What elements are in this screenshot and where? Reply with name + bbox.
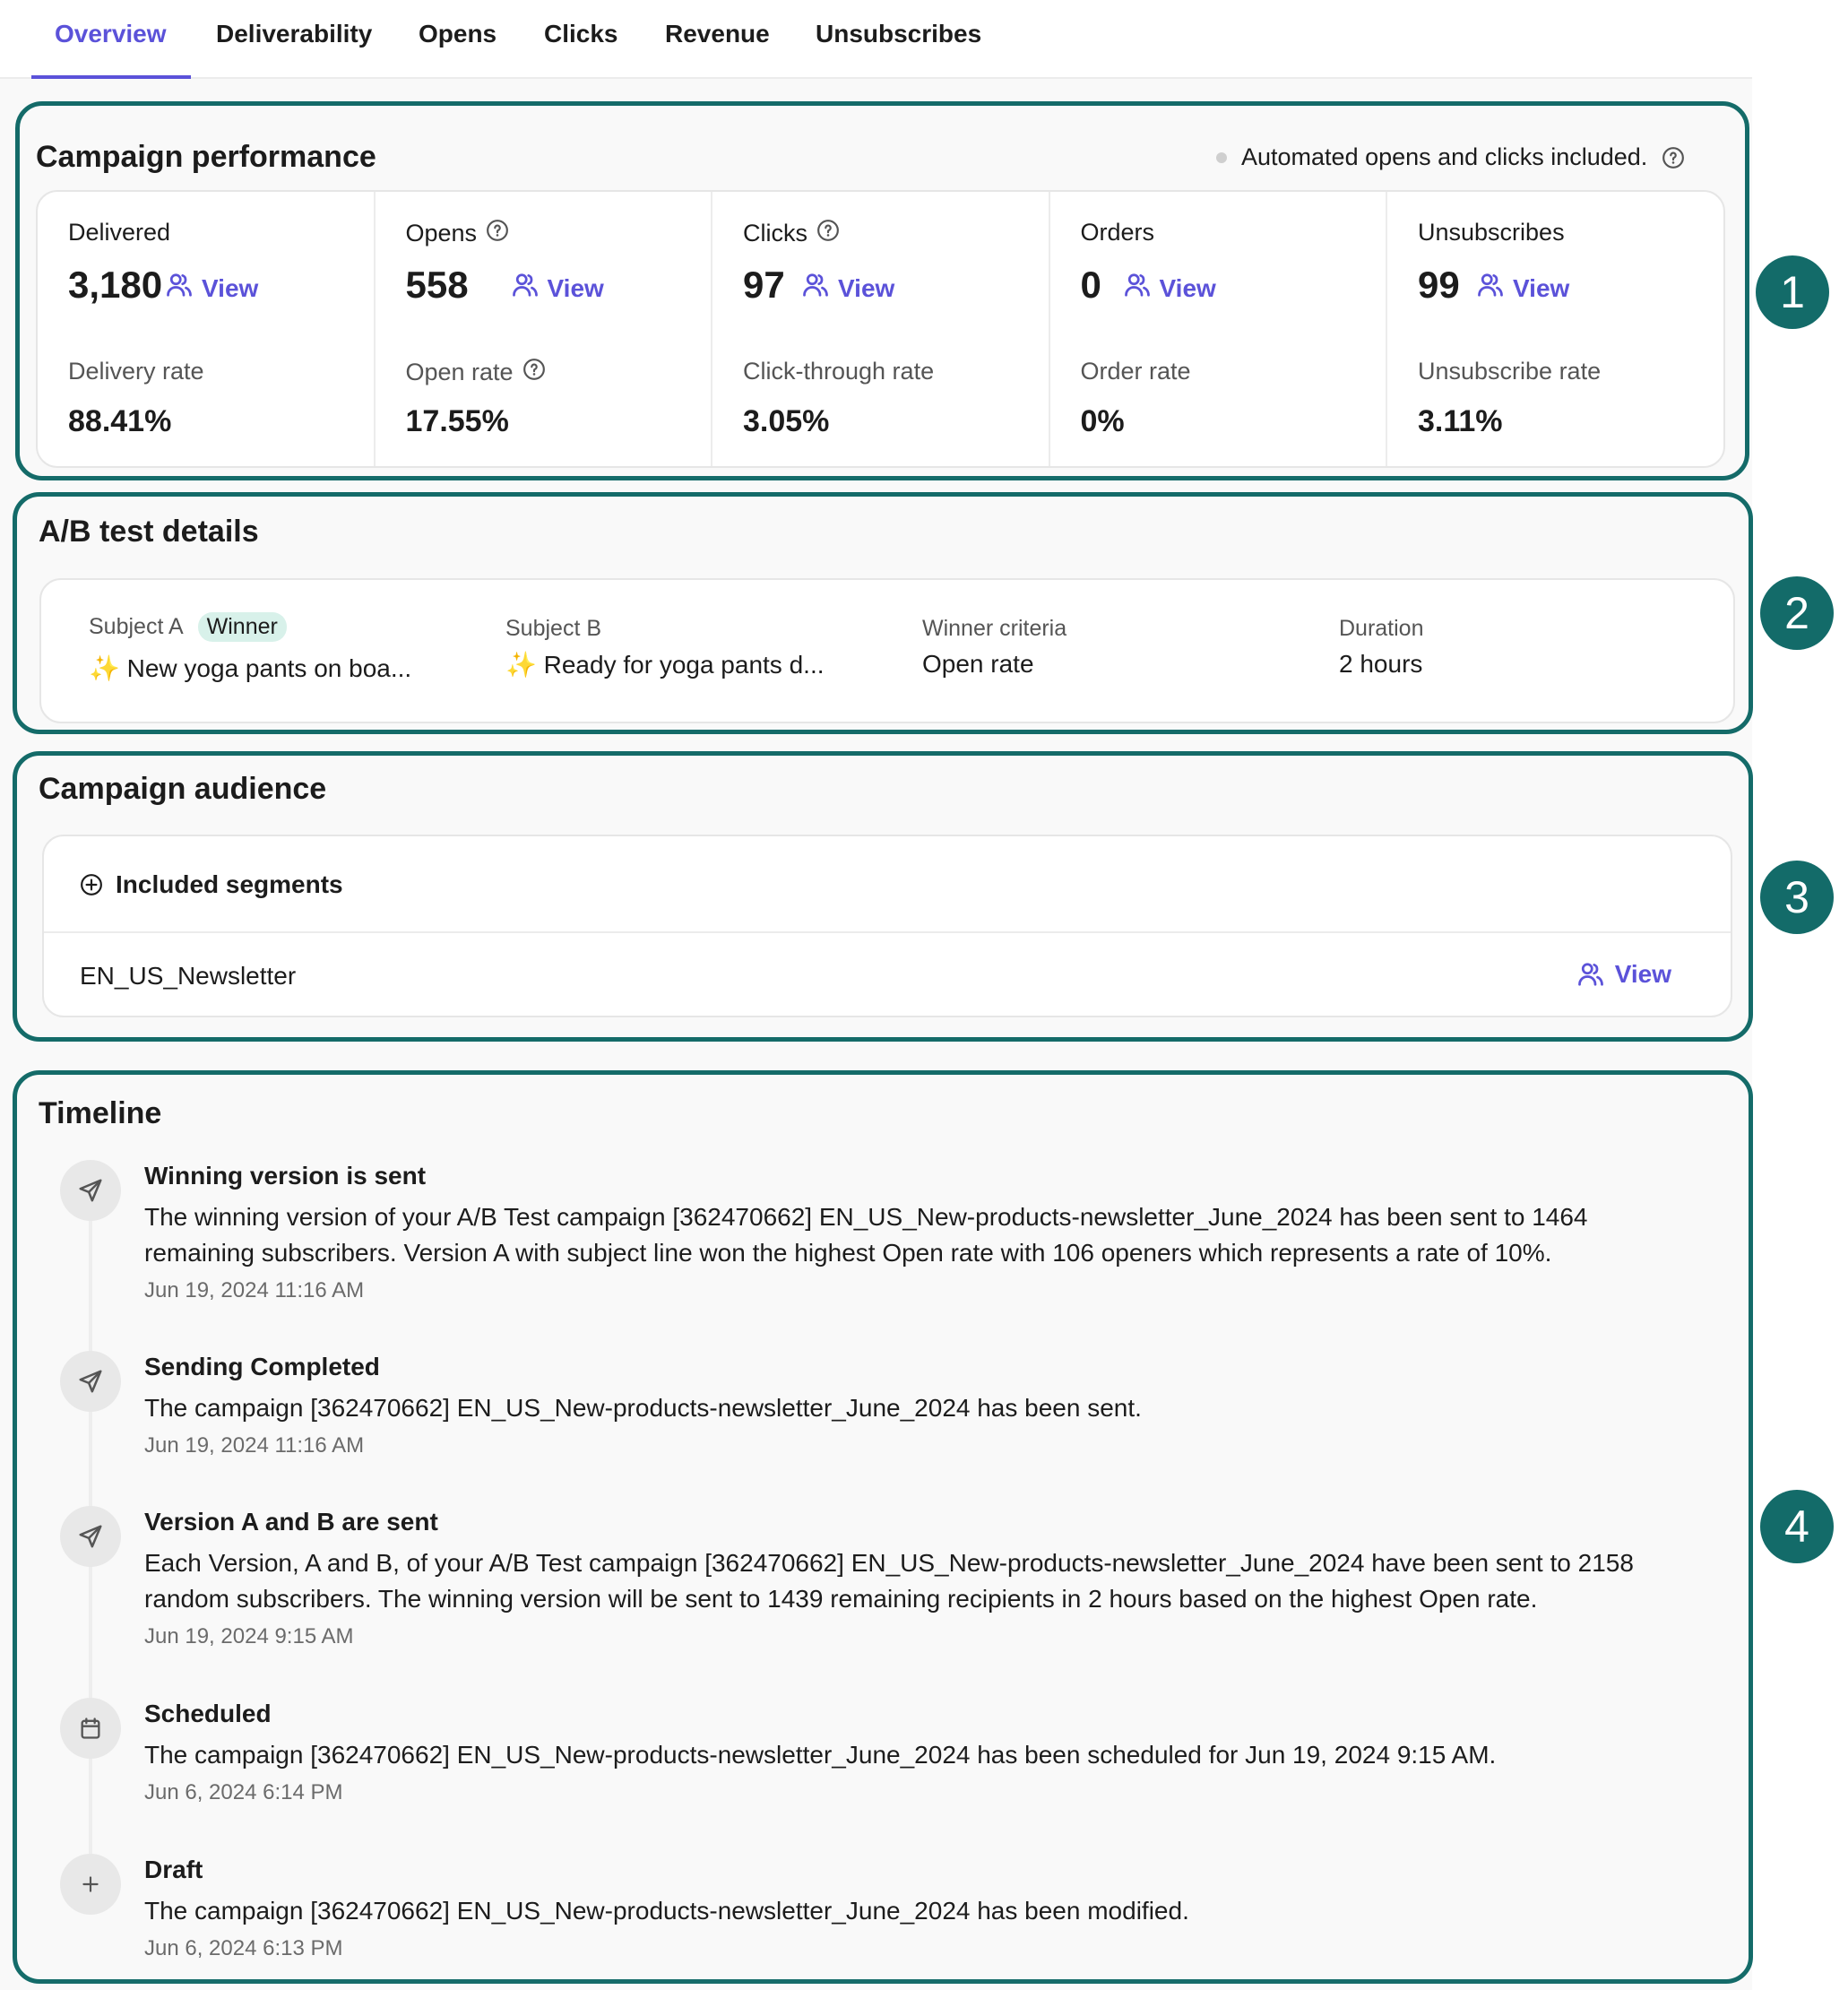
metric-delivered — [38, 192, 376, 466]
tab-deliverability[interactable]: Deliverability — [216, 20, 373, 48]
ab-value: 2 hours — [1339, 650, 1423, 678]
metric-rate-label — [743, 358, 934, 385]
help-icon[interactable] — [1662, 146, 1685, 169]
annotation-badge-1: 1 — [1756, 255, 1829, 329]
ab-test-section — [13, 492, 1753, 734]
ab-test-card — [39, 578, 1735, 723]
users-icon — [1124, 273, 1151, 304]
automated-note-text: Automated opens and clicks included. — [1241, 143, 1648, 170]
timeline-event-time: Jun 19, 2024 9:15 AM — [144, 1624, 354, 1648]
metric-rate-label-text: Delivery rate — [68, 358, 204, 385]
metric-rate-label-text: Open rate — [405, 359, 514, 385]
tab-revenue[interactable]: Revenue — [665, 20, 770, 48]
ab-value: ✨ New yoga pants on boa... — [89, 654, 412, 682]
metric-view-link[interactable] — [802, 273, 894, 304]
metric-value: 0 — [1080, 264, 1101, 306]
metric-rate-value: 3.11% — [1418, 404, 1503, 438]
metric-value: 97 — [743, 264, 785, 306]
segment-name: EN_US_Newsletter — [80, 962, 297, 990]
send-icon — [60, 1506, 121, 1567]
automated-note — [1216, 143, 1685, 171]
ab-label: Winner criteria — [922, 616, 1067, 641]
metric-value: 99 — [1418, 264, 1460, 306]
metric-rate-value: 17.55% — [405, 404, 509, 438]
divider — [44, 931, 1731, 933]
help-icon[interactable] — [816, 219, 840, 248]
ab-label: Subject A — [89, 614, 184, 639]
annotation-badge-4: 4 — [1760, 1490, 1834, 1563]
section-title: A/B test details — [39, 515, 259, 549]
users-icon — [512, 273, 539, 304]
view-label: View — [1513, 273, 1570, 302]
timeline-event-time: Jun 6, 2024 6:14 PM — [144, 1780, 343, 1804]
metrics-card — [36, 190, 1725, 468]
annotation-badge-3: 3 — [1760, 861, 1834, 934]
metric-label-text: Orders — [1080, 219, 1155, 246]
send-icon — [60, 1160, 121, 1221]
segment-view-link[interactable] — [1577, 960, 1671, 989]
included-segments-label: Included segments — [116, 870, 343, 898]
plus-icon — [60, 1854, 121, 1915]
ab-label: Duration — [1339, 616, 1424, 641]
tab-bar — [0, 0, 1752, 79]
tab-overview[interactable]: Overview — [55, 20, 167, 48]
metric-view-link[interactable] — [512, 273, 604, 304]
users-icon — [1577, 962, 1604, 987]
metric-view-link[interactable] — [1477, 273, 1569, 304]
timeline-event-title: Version A and B are sent — [144, 1508, 438, 1536]
audience-card — [42, 835, 1732, 1017]
tab-clicks[interactable]: Clicks — [544, 20, 618, 48]
metric-opens — [376, 192, 713, 466]
timeline-event-description: Each Version, A and B, of your A/B Test campaign [362470662] EN_US_New-products-newsletter_June_2024 have been sent to 2158 random subscribers. The winning version will be sent to 1439 remaining recipients in 2 hours based on the highest Open rate. — [144, 1549, 1634, 1613]
timeline-event-title: Scheduled — [144, 1700, 272, 1727]
view-label: View — [547, 273, 604, 302]
metric-label-text: Delivered — [68, 219, 171, 246]
timeline-event-title: Winning version is sent — [144, 1162, 427, 1190]
metric-label — [68, 219, 170, 247]
timeline-section — [13, 1070, 1753, 1984]
section-title: Campaign performance — [36, 140, 376, 174]
view-label: View — [838, 273, 895, 302]
metric-label — [1081, 219, 1155, 247]
metric-value: 558 — [405, 264, 469, 306]
timeline-event-title: Sending Completed — [144, 1353, 380, 1380]
metric-label-text: Unsubscribes — [1418, 219, 1565, 246]
timeline-event-description: The campaign [362470662] EN_US_New-products-newsletter_June_2024 has been sent. — [144, 1394, 1142, 1422]
metric-label-text: Clicks — [743, 220, 807, 247]
metric-rate-label — [1081, 358, 1191, 385]
send-icon — [60, 1351, 121, 1412]
metric-rate-label — [68, 358, 204, 385]
metric-orders — [1050, 192, 1388, 466]
annotation-badge-2: 2 — [1760, 576, 1834, 650]
metric-rate-value: 88.41% — [68, 404, 172, 438]
metric-label — [406, 219, 510, 248]
section-title: Campaign audience — [39, 772, 327, 806]
timeline-event-description: The winning version of your A/B Test campaign [362470662] EN_US_New-products-newsletter_June_2024 has been sent to 1464 remaining subscribers. Version A with subject line won the highest Open rate with 106 openers which represents a rate of 10%. — [144, 1203, 1588, 1267]
metric-rate-label-text: Click-through rate — [743, 358, 935, 385]
help-icon[interactable] — [486, 219, 509, 248]
metric-label — [743, 219, 840, 248]
metric-clicks — [712, 192, 1050, 466]
winner-badge: Winner — [198, 612, 287, 642]
campaign-audience-section — [13, 751, 1753, 1042]
timeline-event-description: The campaign [362470662] EN_US_New-products-newsletter_June_2024 has been modified. — [144, 1897, 1189, 1925]
metric-rate-label — [1418, 358, 1601, 385]
ab-value: Open rate — [922, 650, 1034, 678]
metric-unsubscribes — [1387, 192, 1725, 466]
status-dot-icon — [1216, 152, 1227, 163]
metric-value: 3,180 — [68, 264, 163, 306]
metric-rate-label — [406, 358, 546, 387]
view-label: View — [202, 273, 259, 302]
timeline-event-title: Draft — [144, 1856, 203, 1883]
section-title: Timeline — [39, 1096, 162, 1130]
view-label: View — [1614, 960, 1671, 988]
metric-label — [1418, 219, 1565, 247]
metric-rate-label-text: Unsubscribe rate — [1418, 358, 1602, 385]
tab-unsubscribes[interactable]: Unsubscribes — [816, 20, 982, 48]
ab-label: Subject B — [505, 616, 602, 641]
users-icon — [166, 273, 193, 304]
help-icon[interactable] — [522, 358, 546, 387]
metric-rate-value: 0% — [1080, 404, 1125, 438]
plus-circle-icon — [80, 873, 103, 896]
included-segments-header — [80, 870, 343, 899]
view-label: View — [1159, 273, 1216, 302]
metric-view-link[interactable] — [166, 273, 258, 304]
timeline-event-time: Jun 19, 2024 11:16 AM — [144, 1278, 365, 1302]
metric-view-link[interactable] — [1124, 273, 1216, 304]
users-icon — [1477, 273, 1504, 304]
metric-rate-label-text: Order rate — [1080, 358, 1191, 385]
users-icon — [802, 273, 829, 304]
campaign-performance-section — [15, 101, 1749, 480]
tab-opens[interactable]: Opens — [419, 20, 497, 48]
timeline-event-description: The campaign [362470662] EN_US_New-products-newsletter_June_2024 has been scheduled for Jun 19, 2024 9:15 AM. — [144, 1741, 1497, 1769]
timeline-event-time: Jun 6, 2024 6:13 PM — [144, 1936, 343, 1960]
ab-value: ✨ Ready for yoga pants d... — [505, 651, 825, 679]
metric-rate-value: 3.05% — [743, 404, 830, 438]
timeline-event-time: Jun 19, 2024 11:16 AM — [144, 1433, 365, 1458]
calendar-icon — [60, 1698, 121, 1759]
metric-label-text: Opens — [405, 220, 478, 247]
